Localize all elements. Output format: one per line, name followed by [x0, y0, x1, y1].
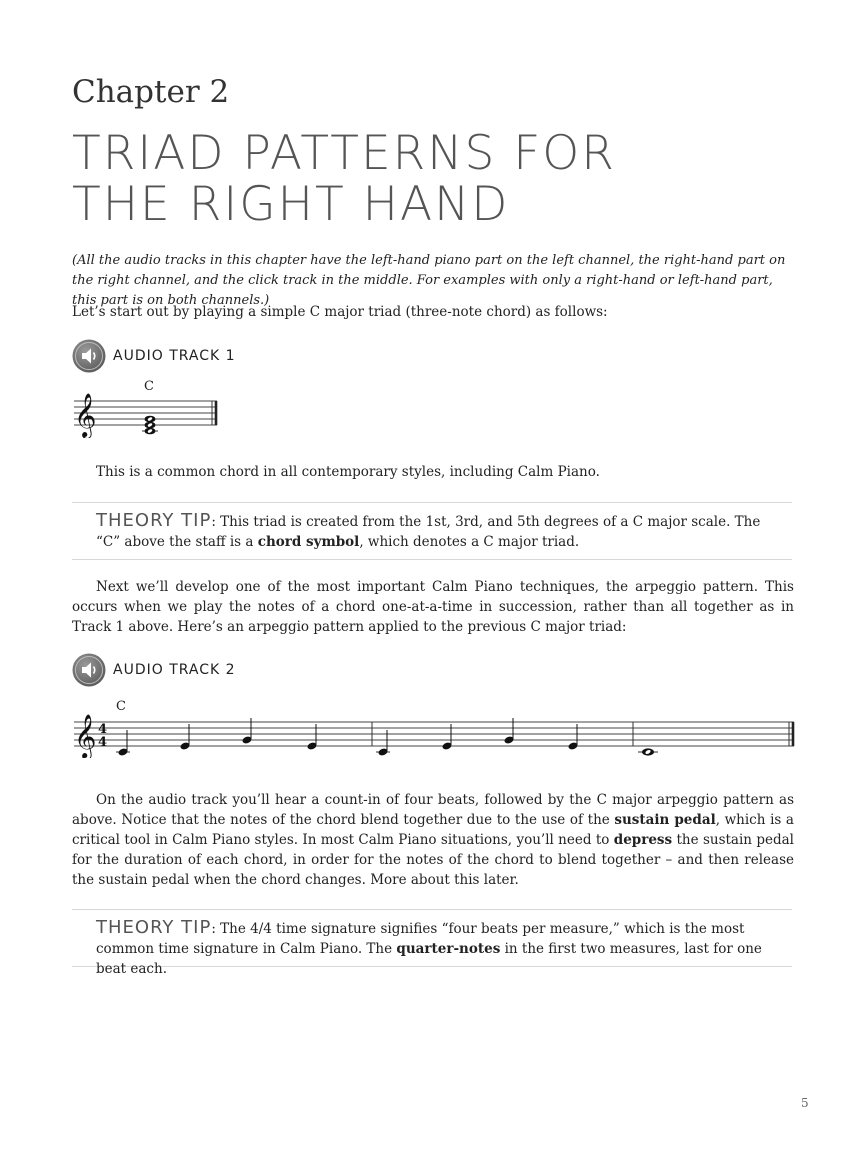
staff-track-1 [72, 374, 222, 438]
paragraph-2: This is a common chord in all contemporary styles, including Calm Piano. [96, 464, 600, 480]
whole-note [638, 748, 658, 755]
title-line-1: TRIAD PATTERNS FOR [72, 126, 616, 181]
paragraph-4-text-b: , which is a critical tool in Calm Piano styles. In most Calm Piano situations, you’ll need to [72, 812, 794, 848]
audio-track-1[interactable] [72, 339, 236, 373]
theory-tip-2 [72, 909, 792, 977]
paragraph-4-text-a: On the audio track you’ll hear a count-in of four beats, followed by the C major arpeggio pattern as above. Notice that the notes of the chord blend together due to the use of the [72, 792, 794, 828]
audio-track-2[interactable] [72, 653, 236, 687]
paragraph-4 [72, 790, 794, 890]
treble-clef-icon: 𝄞 [74, 393, 97, 437]
time-signature-bottom: 4 [98, 735, 108, 750]
depress-term: depress [613, 832, 673, 848]
chapter-title [72, 128, 616, 230]
sustain-pedal-term: sustain pedal [614, 812, 716, 828]
chapter-label: Chapter 2 [72, 74, 230, 110]
theory-tip-2-text-a: : The 4/4 time signature signifies “four beats per measure,” which is the most common time signature in Calm Piano. The [96, 921, 745, 957]
time-signature-top: 4 [98, 722, 108, 737]
intro-note: (All the audio tracks in this chapter have the left-hand piano part on the left channel, the right-hand part on the right channel, and the click track in the middle. For examples with only a right-hand or left-hand part, this part is on both channels.) [72, 253, 786, 308]
theory-tip-1-heading: THEORY TIP [96, 510, 212, 531]
theory-tip-1 [72, 502, 792, 560]
theory-tip-1-text-b: , which denotes a C major triad. [359, 534, 580, 550]
title-line-2: THE RIGHT HAND [72, 177, 510, 232]
theory-tip-1-text-a: : This triad is created from the 1st, 3rd, and 5th degrees of a C major scale. The “C” above the staff is a [96, 514, 761, 550]
theory-tip-2-text-b: in the first two measures, last for one beat each. [96, 941, 762, 977]
paragraph-4-text-c: the sustain pedal for the duration of each chord, in order for the notes of the chord to blend together – and then release the sustain pedal when the chord changes. More about this later. [72, 832, 794, 888]
treble-clef-icon: 𝄞 [74, 714, 97, 758]
staff-track-2 [72, 694, 798, 758]
chord-symbol-2: C [116, 699, 126, 714]
speaker-icon [72, 339, 106, 373]
speaker-icon [72, 653, 106, 687]
theory-tip-2-bold: quarter-notes [396, 941, 501, 957]
page-number: 5 [801, 1096, 809, 1110]
theory-tip-2-heading: THEORY TIP [96, 917, 212, 938]
audio-track-1-label: AUDIO TRACK 1 [113, 348, 236, 364]
theory-tip-1-bold: chord symbol [257, 534, 360, 550]
paragraph-1: Let’s start out by playing a simple C major triad (three-note chord) as follows: [72, 304, 608, 320]
audio-track-2-label: AUDIO TRACK 2 [113, 662, 236, 678]
chord-symbol-1: C [144, 379, 154, 394]
paragraph-3: Next we’ll develop one of the most important Calm Piano techniques, the arpeggio pattern. This occurs when we play the notes of a chord one-at-a-time in succession, rather than all together as in Track 1 above. Here’s an arpeggio pattern applied to the previous C major triad: [72, 579, 794, 635]
